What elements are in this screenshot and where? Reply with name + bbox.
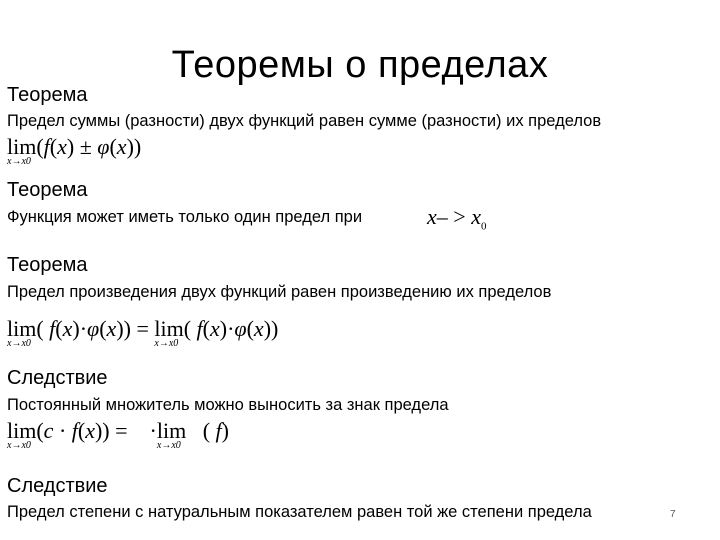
lim-subscript: x→x0 xyxy=(7,338,31,349)
section-heading-theorem-1: Теорема xyxy=(7,84,88,106)
formula-constant-factor: lim x→x0 (c · f(x)) = ·lim x→x0 ( f) xyxy=(7,418,229,451)
lim-subscript: x→x0 xyxy=(154,338,179,349)
section-text-theorem-3: Предел произведения двух функций равен произведению их пределов xyxy=(7,283,552,301)
slide-title: Теоремы о пределах xyxy=(171,44,549,86)
page-number: 7 xyxy=(670,509,676,520)
section-heading-corollary-2: Следствие xyxy=(7,475,108,497)
formula-x-to-x0: $x- > x_0$ xyxy=(427,204,487,233)
lim-subscript: x→x0 xyxy=(156,440,181,451)
section-heading-corollary-1: Следствие xyxy=(7,367,108,389)
section-heading-theorem-2: Теорема xyxy=(7,179,88,201)
formula-product-limit: lim x→x0 ( f(x)·φ(x)) = lim x→x0 ( f(x)·φ(x)) xyxy=(7,316,279,349)
section-text-corollary-2: Предел степени с натуральным показателем равен той же степени предела xyxy=(7,503,592,521)
lim-subscript: x→x0 xyxy=(7,156,31,167)
lim-subscript: x→x0 xyxy=(7,440,31,451)
section-text-theorem-1: Предел суммы (разности) двух функций равен сумме (разности) их пределов xyxy=(7,112,602,130)
section-text-corollary-1: Постоянный множитель можно выносить за знак предела xyxy=(7,396,449,414)
section-heading-theorem-3: Теорема xyxy=(7,254,88,276)
section-text-theorem-2: Функция может иметь только один предел при xyxy=(7,208,363,226)
formula-sum-limit: lim x→x0 (f(x) ± φ(x)) xyxy=(7,134,142,167)
